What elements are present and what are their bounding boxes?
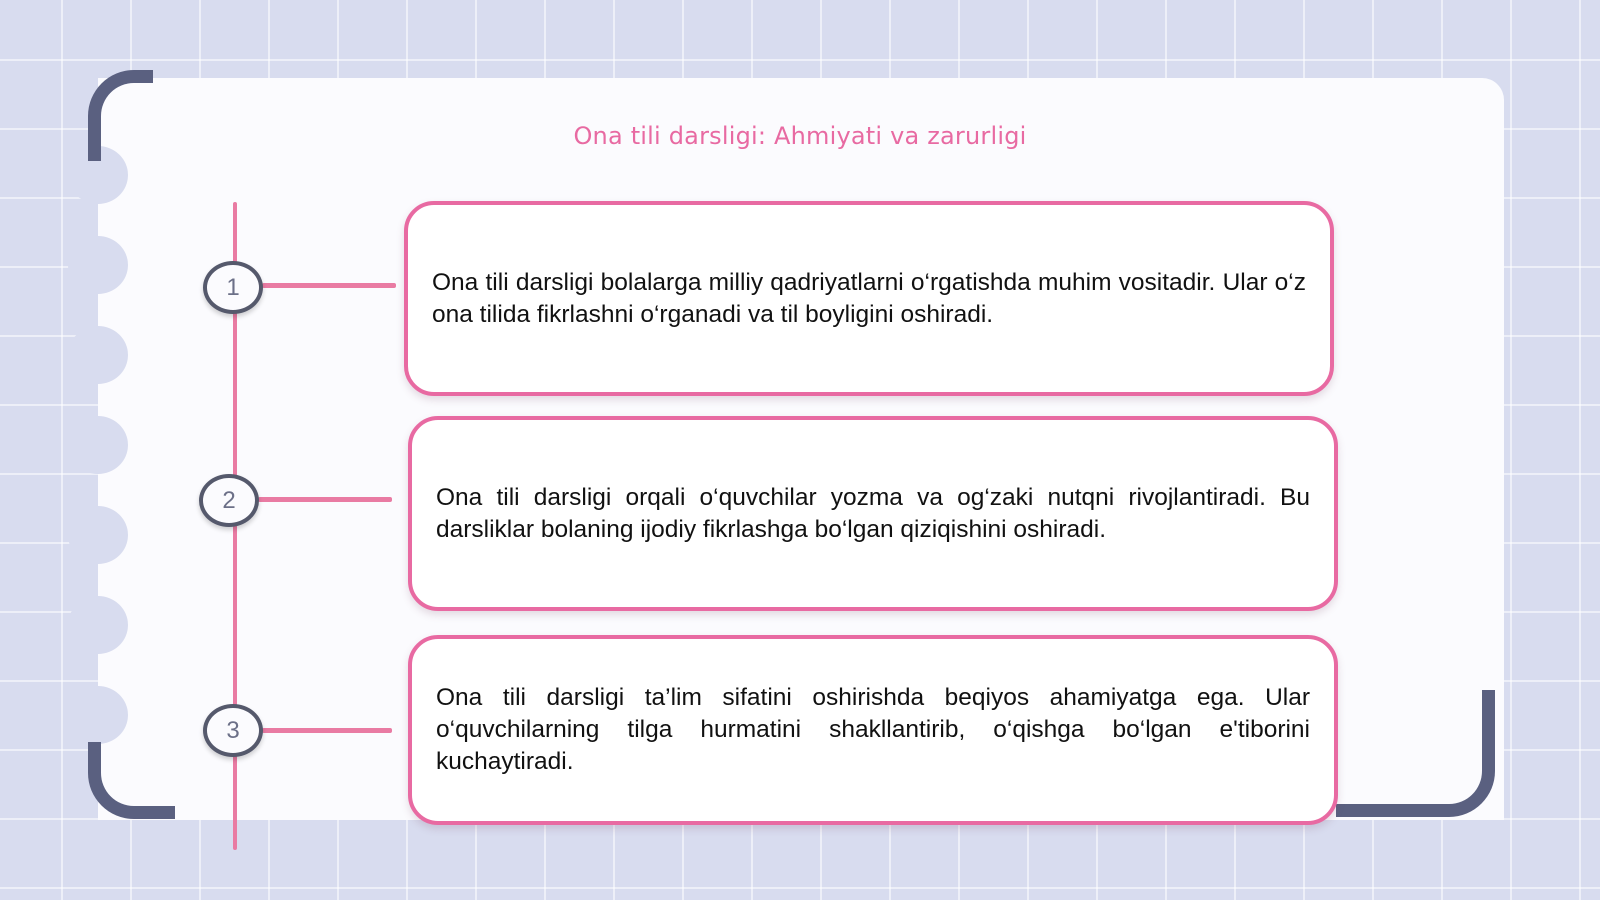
timeline-connector-3	[262, 728, 392, 733]
timeline-card-3	[408, 635, 1338, 825]
sheet-edge-notch	[68, 686, 128, 744]
timeline-card-text-1: Ona tili darsligi bolalarga milliy qadriyatlarni o‘rgatishda muhim vositadir. Ular o‘z ona tilida fikrlashni o‘rganadi va til boyligini oshiradi.	[432, 268, 1306, 328]
timeline-connector-1	[262, 283, 396, 288]
sheet-edge-notch	[68, 326, 128, 384]
timeline-card-text-3: Ona tili darsligi ta’lim sifatini oshirishda beqiyos ahamiyatga ega. Ular o‘quvchilarning tilga hurmatini shakllantirib, o‘qishga bo‘lgan e'tiborini kuchaytiradi.	[436, 684, 1310, 775]
timeline-card-1	[404, 201, 1334, 396]
sheet-edge-notch	[68, 506, 128, 564]
sheet-edge-notch	[68, 596, 128, 654]
sheet-edge-notch	[68, 416, 128, 474]
sheet-edge-notch	[68, 236, 128, 294]
corner-bracket-bottom-right	[1336, 690, 1495, 817]
timeline-node-3: 3	[203, 704, 263, 757]
slide-title: Ona tili darsligi: Ahmiyati va zarurligi	[573, 122, 1027, 150]
timeline-node-2: 2	[199, 474, 259, 527]
timeline-card-2	[408, 416, 1338, 611]
timeline-card-text-2: Ona tili darsligi orqali o‘quvchilar yozma va og‘zaki nutqni rivojlantiradi. Bu darsliklar bolaning ijodiy fikrlashga bo‘lgan qiziqishini oshiradi.	[436, 483, 1310, 543]
timeline-node-1: 1	[203, 261, 263, 314]
timeline-connector-2	[258, 497, 392, 502]
